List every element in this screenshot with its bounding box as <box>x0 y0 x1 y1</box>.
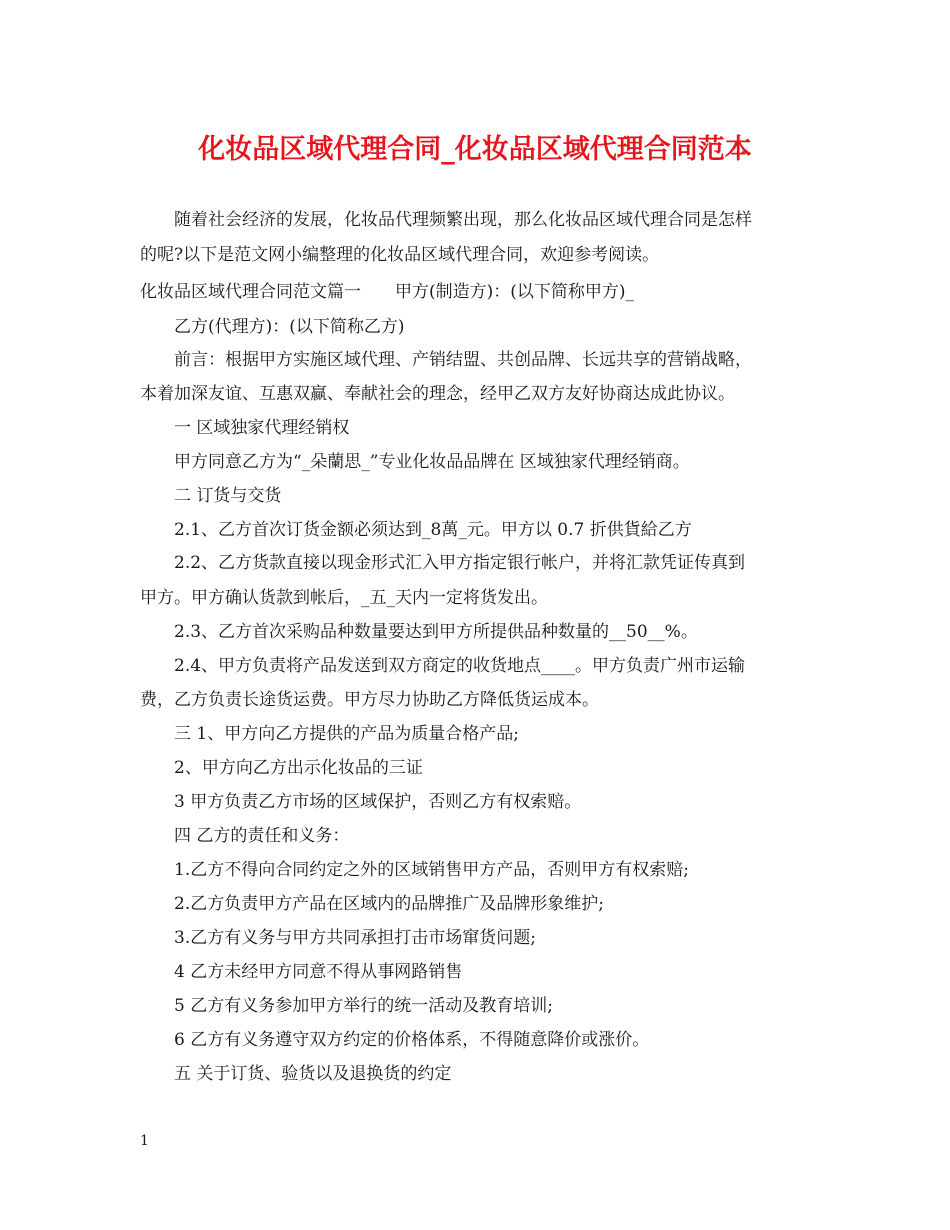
body-line: 甲方同意乙方为“_朵蘭思_”专业化妆品品牌在 区域独家代理经销商。 <box>174 452 690 472</box>
body-line: 2.1、乙方首次订货金额必须达到_8萬_元。甲方以 0.7 折供貨給乙方 <box>174 520 692 540</box>
body-line: 4 乙方未经甲方同意不得从事网路销售 <box>174 962 463 982</box>
body-line: 2.乙方负责甲方产品在区域内的品牌推广及品牌形象维护; <box>174 894 604 914</box>
body-line: 二 订货与交货 <box>174 486 282 506</box>
body-line: 本着加深友谊、互惠双赢、奉献社会的理念，经甲乙双方友好协商达成此协议。 <box>140 384 735 404</box>
body-line: 5 乙方有义务参加甲方举行的统一活动及教育培训; <box>174 996 553 1016</box>
body-line: 3 甲方负责乙方市场的区域保护，否则乙方有权索赔。 <box>174 792 582 812</box>
body-line: 费，乙方负责长途货运费。甲方尽力协助乙方降低货运成本。 <box>140 690 599 710</box>
body-line: 2.2、乙方货款直接以现金形式汇入甲方指定银行帐户，并将汇款凭证传真到 <box>174 553 746 573</box>
body-line: 3.乙方有义务与甲方共同承担打击市场窜货问题; <box>174 928 536 948</box>
body-line: 乙方(代理方)：(以下简称乙方) <box>174 317 405 337</box>
document-title: 化妆品区域代理合同_化妆品区域代理合同范本 <box>198 134 752 165</box>
body-line: 一 区域独家代理经销权 <box>174 418 350 438</box>
body-line: 甲方。甲方确认货款到帐后，_五_天内一定将货发出。 <box>140 588 548 608</box>
body-line: 2.4、甲方负责将产品发送到双方商定的收货地点____。甲方负责广州市运输 <box>174 656 746 676</box>
body-line: 1.乙方不得向合同约定之外的区域销售甲方产品，否则甲方有权索赔; <box>174 860 689 880</box>
body-line: 前言：根据甲方实施区域代理、产销结盟、共创品牌、长远共享的营销战略， <box>174 350 752 370</box>
body-line: 2、甲方向乙方出示化妆品的三证 <box>174 758 423 778</box>
body-line: 的呢?以下是范文网小编整理的化妆品区域代理合同，欢迎参考阅读。 <box>140 245 660 265</box>
body-line: 随着社会经济的发展，化妆品代理频繁出现，那么化妆品区域代理合同是怎样 <box>174 210 752 230</box>
page-number: 1 <box>140 1133 149 1149</box>
body-line: 6 乙方有义务遵守双方约定的价格体系，不得随意降价或涨价。 <box>174 1030 650 1050</box>
body-line: 化妆品区域代理合同范文篇一 甲方(制造方)：(以下简称甲方)_ <box>140 282 635 302</box>
body-line: 四 乙方的责任和义务： <box>174 826 350 846</box>
body-line: 三 1、甲方向乙方提供的产品为质量合格产品; <box>174 724 519 744</box>
body-line: 2.3、乙方首次采购品种数量要达到甲方所提供品种数量的__50__%。 <box>174 622 698 642</box>
body-line: 五 关于订货、验货以及退换货的约定 <box>174 1064 452 1084</box>
